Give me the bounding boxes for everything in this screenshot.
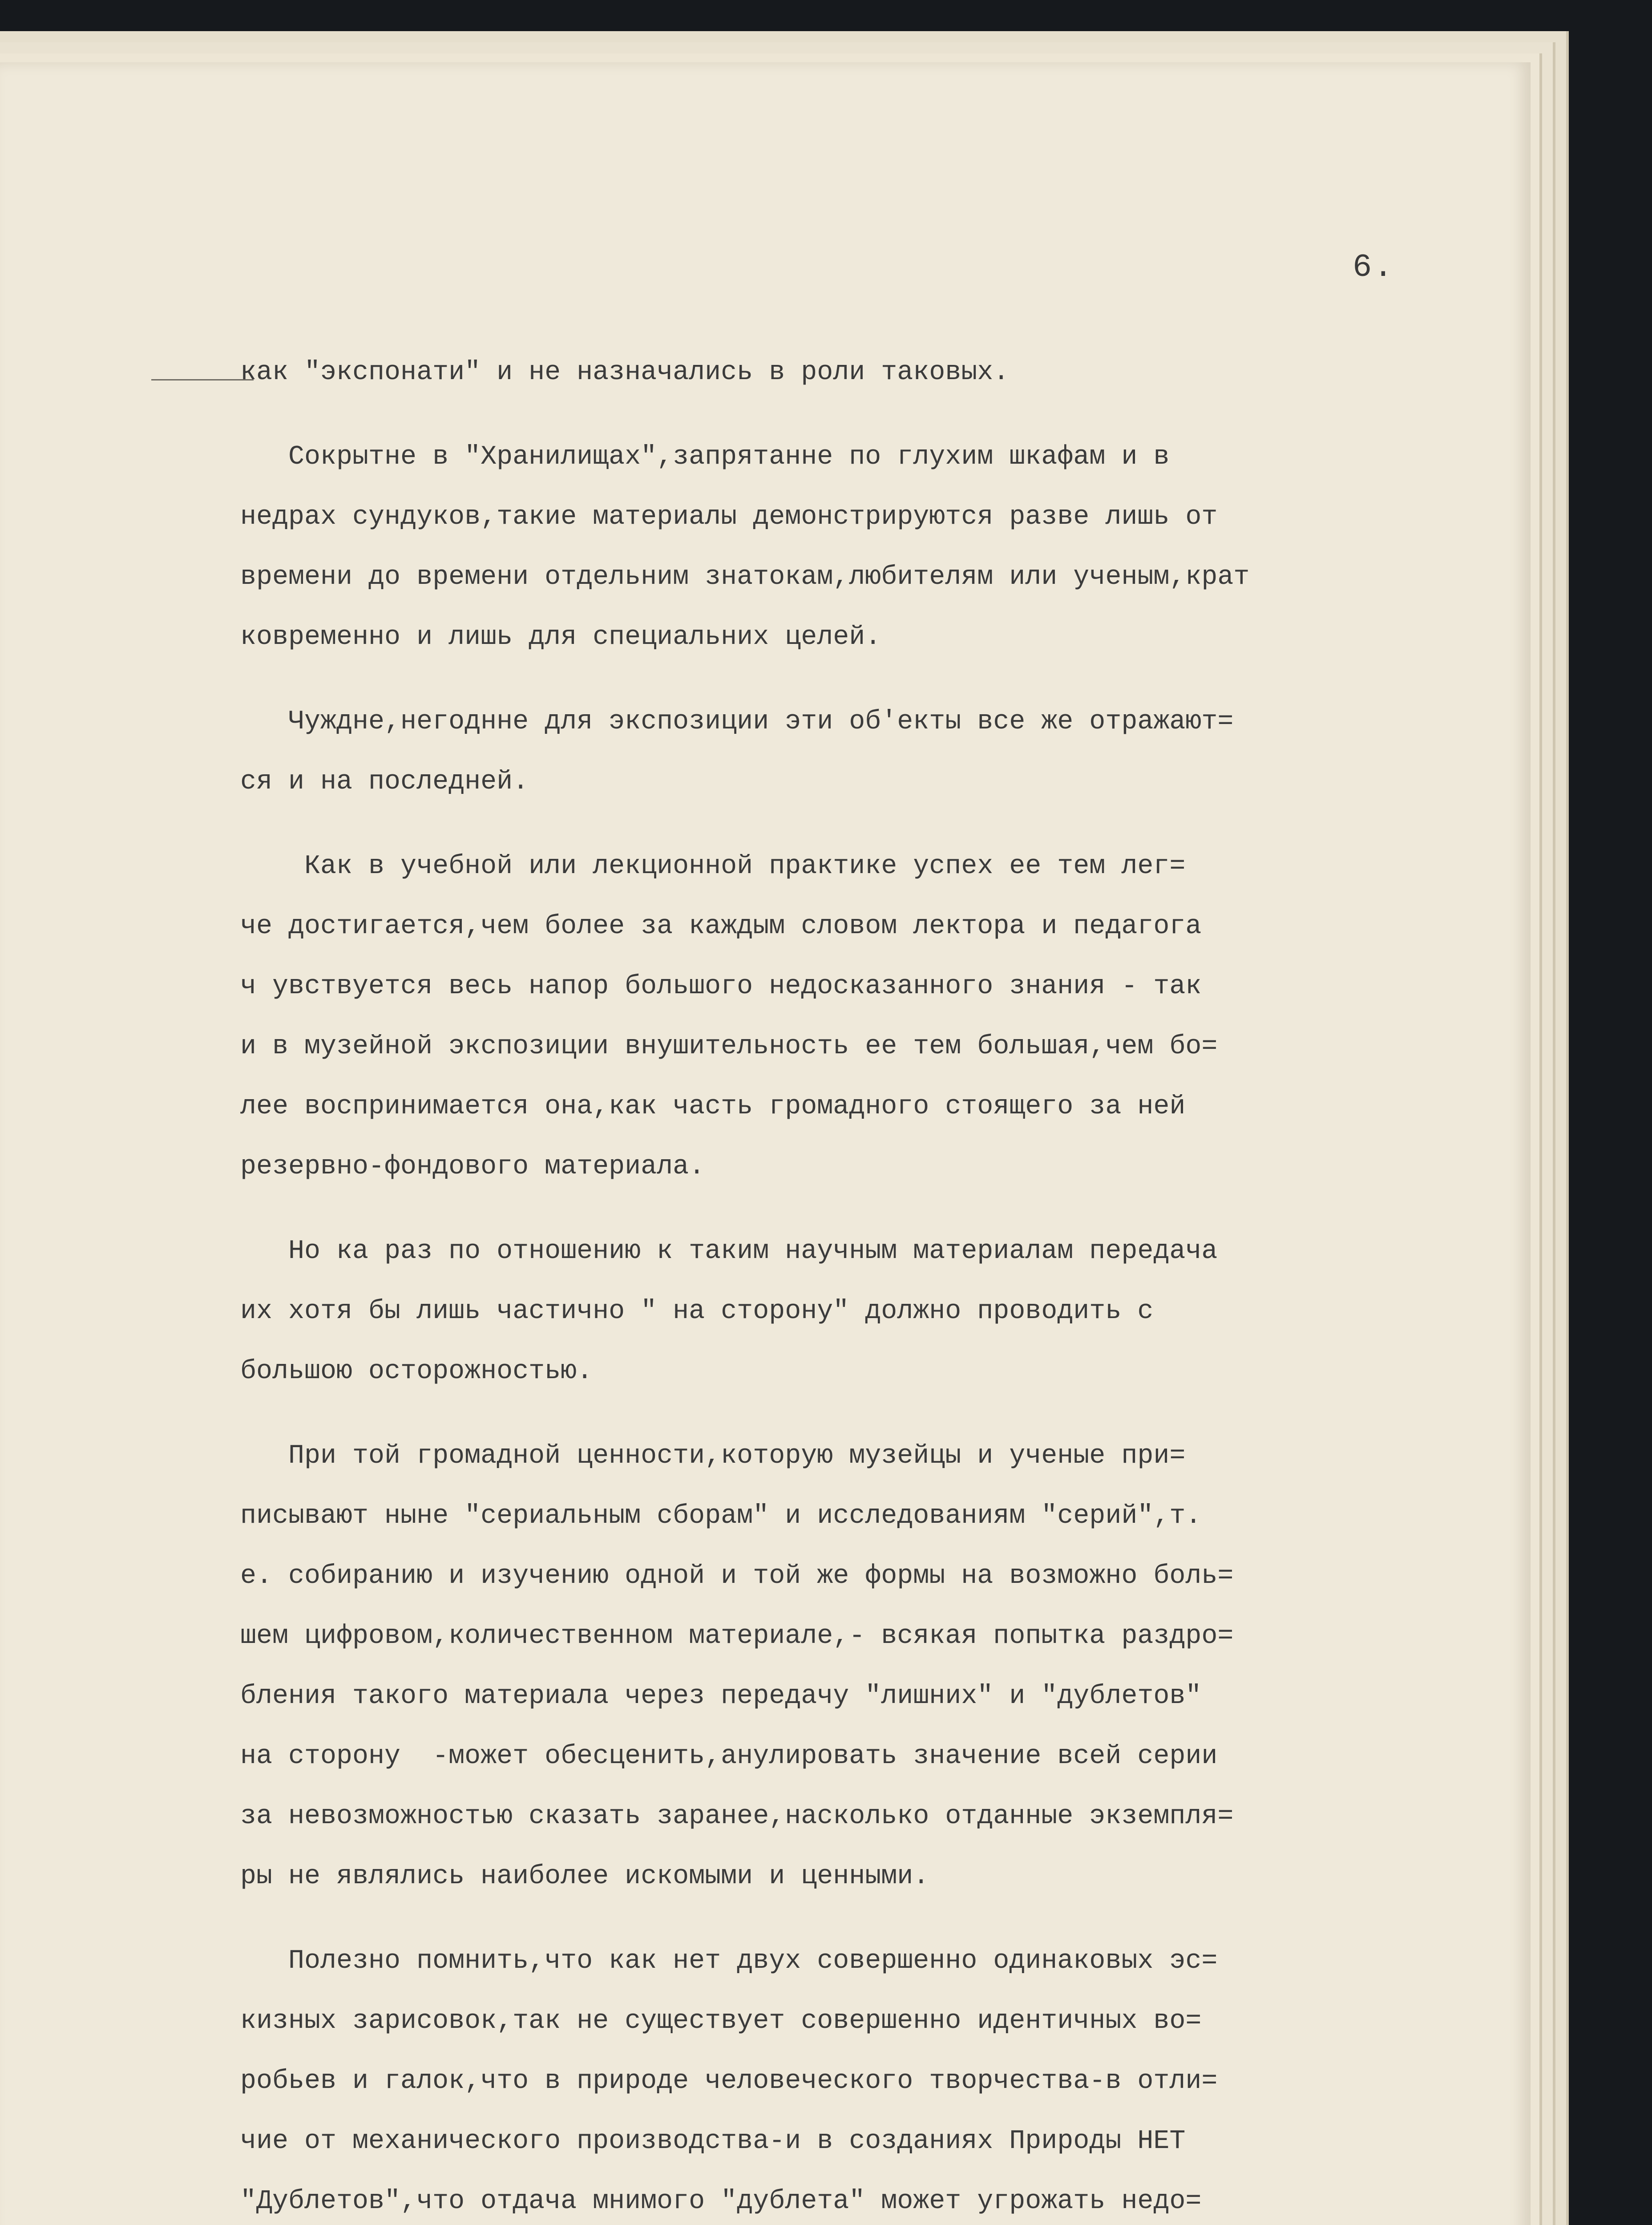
- text-line: времени до времени отдельним знатокам,любителям или ученым,крат: [240, 562, 1250, 592]
- text-line: как "экспонати" и не назначались в роли таковых.: [240, 357, 1010, 388]
- text-line: ч увствуется весь напор большого недосказанного знания - так: [240, 971, 1202, 1002]
- text-line: за невозможностью сказать заранее,насколько отданные экземпля=: [240, 1801, 1234, 1832]
- text-line: Полезно помнить,что как нет двух совершенно одинаковых эс=: [240, 1946, 1218, 1976]
- text-line: на сторону -может обесценить,анулировать значение всей серии: [240, 1741, 1218, 1772]
- text-line: е. собиранию и изучению одной и той же формы на возможно боль=: [240, 1561, 1234, 1591]
- text-line: ковременно и лишь для специальних целей.: [240, 622, 881, 652]
- text-line: че достигается,чем более за каждым словом лектора и педагога: [240, 911, 1202, 942]
- text-line: чие от механического производства-и в созданиях Природы НЕТ: [240, 2126, 1186, 2156]
- text-line: писывают ныне "сериальным сборам" и исследованиям "серий",т.: [240, 1501, 1202, 1531]
- text-line: кизных зарисовок,так не существует совершенно идентичных во=: [240, 2006, 1202, 2036]
- page-text: [240, 343, 1486, 2225]
- typewritten-page: [0, 62, 1531, 2225]
- text-line: ры не являлись наиболее искомыми и ценными.: [240, 1861, 929, 1892]
- text-line: и в музейной экспозиции внушительность ее тем большая,чем бо=: [240, 1032, 1218, 1062]
- text-line: Чуждне,негоднне для экспозиции эти об'екты все же отражают=: [240, 707, 1234, 737]
- text-line: робьев и галок,что в природе человеческого творчества-в отли=: [240, 2066, 1218, 2096]
- text-line: большою осторожностью.: [240, 1356, 593, 1387]
- text-line: шем цифровом,количественном материале,- всякая попытка раздро=: [240, 1621, 1234, 1651]
- paragraph-gap: [240, 1402, 1486, 1426]
- paragraph-gap: [240, 668, 1486, 692]
- margin-rule: [151, 379, 254, 380]
- text-line: бления такого материала через передачу "лишних" и "дублетов": [240, 1681, 1202, 1711]
- page-number: 6.: [1353, 249, 1395, 286]
- paragraph-gap: [240, 1197, 1486, 1222]
- text-line: недрах сундуков,такие материалы демонстрируются разве лишь от: [240, 502, 1218, 532]
- text-line: "Дублетов",что отдача мнимого "дублета" может угрожать недо=: [240, 2186, 1202, 2217]
- text-line: ся и на последней.: [240, 767, 529, 797]
- text-line: При той громадной ценности,которую музейцы и ученые при=: [240, 1441, 1186, 1471]
- paragraph-gap: [240, 1907, 1486, 1931]
- paragraph-gap: [240, 812, 1486, 837]
- text-line: Но ка раз по отношению к таким научным материалам передача: [240, 1236, 1218, 1266]
- text-line: их хотя бы лишь частично " на сторону" должно проводить с: [240, 1296, 1154, 1327]
- text-line: Как в учебной или лекционной практике успех ее тем лег=: [240, 851, 1186, 882]
- text-line: Сокрытне в "Хранилищах",запрятанне по глухим шкафам и в: [240, 442, 1170, 472]
- text-line: лее воспринимается она,как часть громадного стоящего за ней: [240, 1092, 1186, 1122]
- text-line: резервно-фондового материала.: [240, 1152, 705, 1182]
- paragraph-gap: [240, 403, 1486, 427]
